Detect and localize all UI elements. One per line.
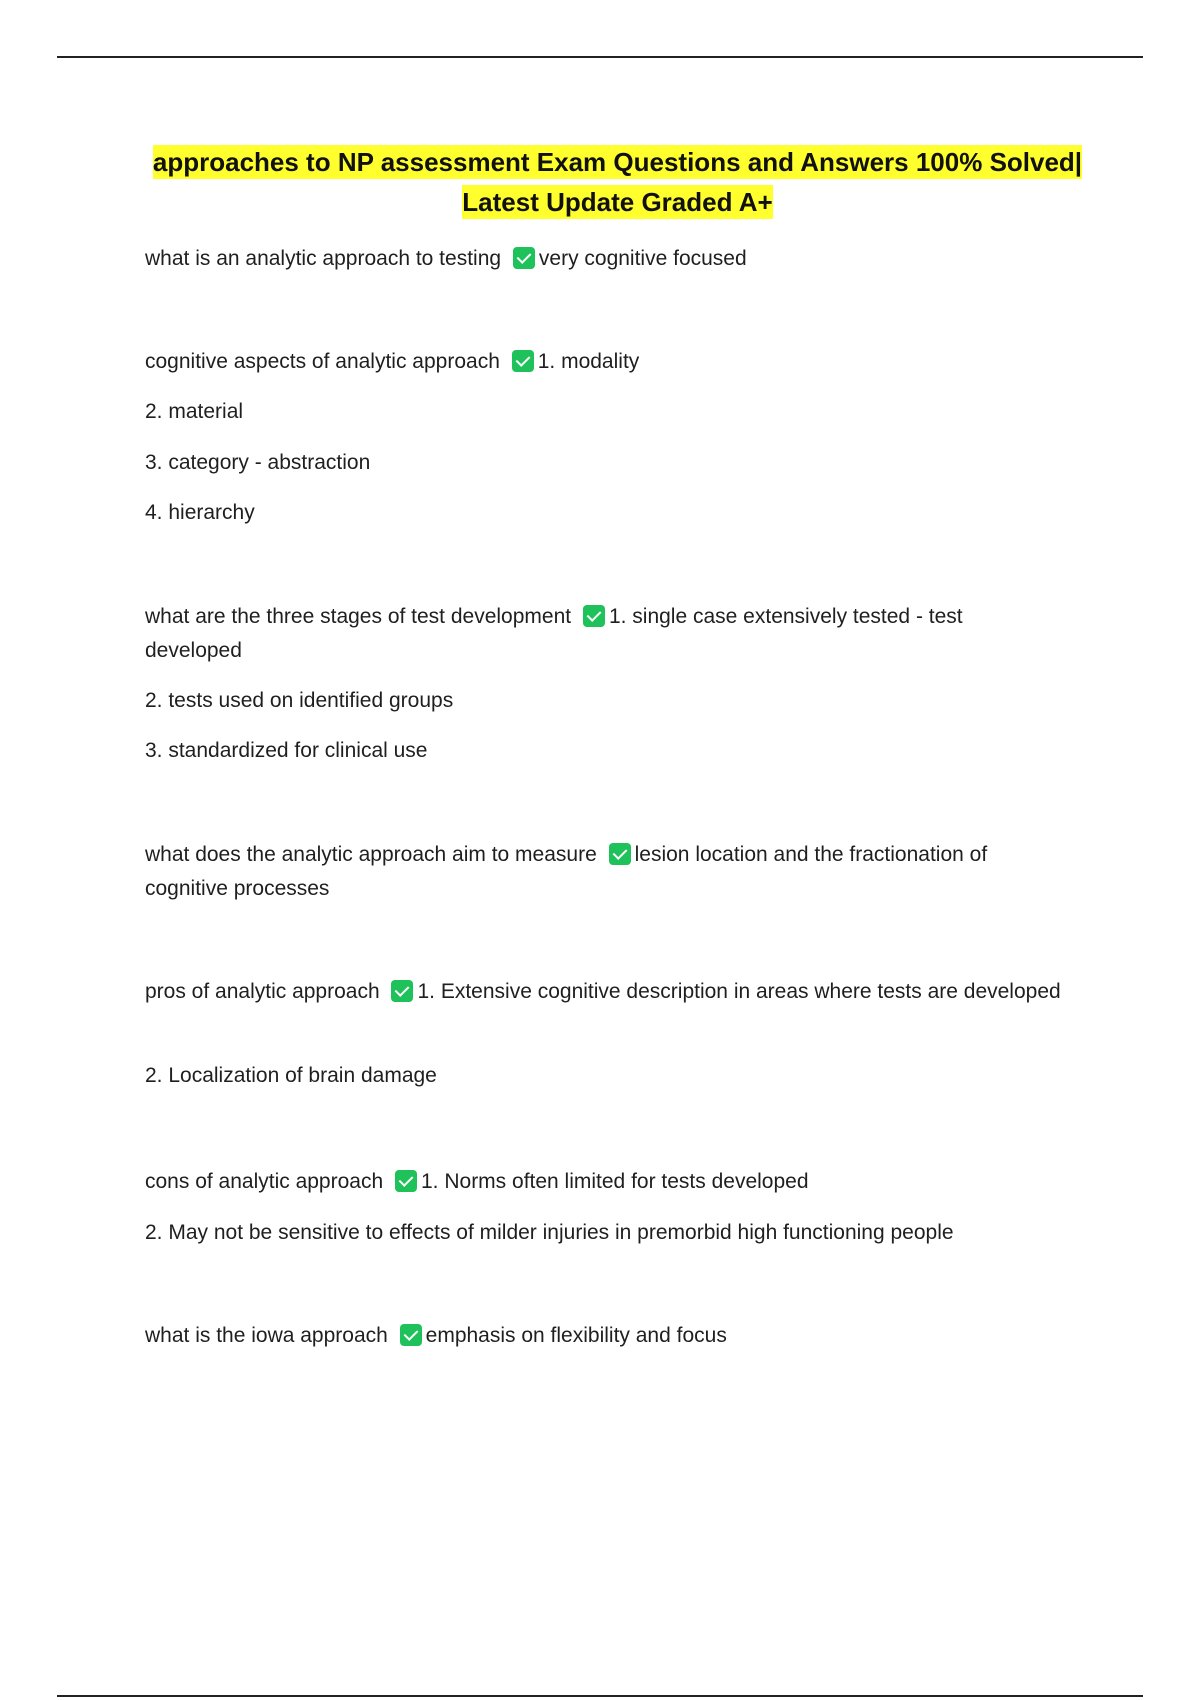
answer-text: lesion location and the fractionation of cognitive processes [145, 843, 988, 900]
question-text: what are the three stages of test development [145, 605, 572, 628]
check-mark-icon [513, 247, 535, 269]
answer-continuation: 3. standardized for clinical use [145, 739, 428, 762]
qa-item [145, 600, 1065, 668]
question-text: cons of analytic approach [145, 1170, 384, 1193]
answer-continuation: 2. material [145, 400, 244, 423]
answer-text: emphasis on flexibility and focus [425, 1324, 727, 1347]
qa-item [145, 975, 1065, 1009]
bottom-rule [57, 1695, 1143, 1697]
check-mark-icon [391, 980, 413, 1002]
question-text: cognitive aspects of analytic approach [145, 350, 500, 373]
check-mark-icon [395, 1170, 417, 1192]
answer-continuation: 2. tests used on identified groups [145, 689, 454, 712]
top-rule [57, 56, 1143, 58]
question-text: what does the analytic approach aim to measure [145, 843, 597, 866]
qa-item [145, 242, 1065, 276]
answer-continuation: 4. hierarchy [145, 501, 255, 524]
qa-item [145, 1165, 1065, 1199]
check-mark-icon [609, 843, 631, 865]
title-line-2: Latest Update Graded A+ [462, 187, 773, 217]
question-text: pros of analytic approach [145, 980, 380, 1003]
answer-continuation: 2. Localization of brain damage [145, 1064, 437, 1087]
qa-item [145, 1319, 1065, 1353]
document-title [150, 142, 1085, 222]
qa-item [145, 345, 1065, 379]
question-text: what is an analytic approach to testing [145, 247, 502, 270]
check-mark-icon [583, 605, 605, 627]
answer-text: 1. Norms often limited for tests developed [421, 1170, 809, 1193]
qa-item [145, 838, 1065, 906]
title-line-1: approaches to NP assessment Exam Questions and Answers 100% Solved| [152, 147, 1083, 177]
answer-text: 1. modality [537, 350, 640, 373]
check-mark-icon [512, 350, 534, 372]
answer-text: 1. Extensive cognitive description in areas where tests are developed [417, 980, 1061, 1003]
check-mark-icon [400, 1324, 422, 1346]
answer-continuation: 2. May not be sensitive to effects of milder injuries in premorbid high functioning people [145, 1221, 954, 1244]
question-text: what is the iowa approach [145, 1324, 388, 1347]
answer-text: very cognitive focused [538, 247, 747, 270]
answer-text: 1. single case extensively tested - test developed [145, 605, 963, 662]
answer-continuation: 3. category - abstraction [145, 451, 371, 474]
